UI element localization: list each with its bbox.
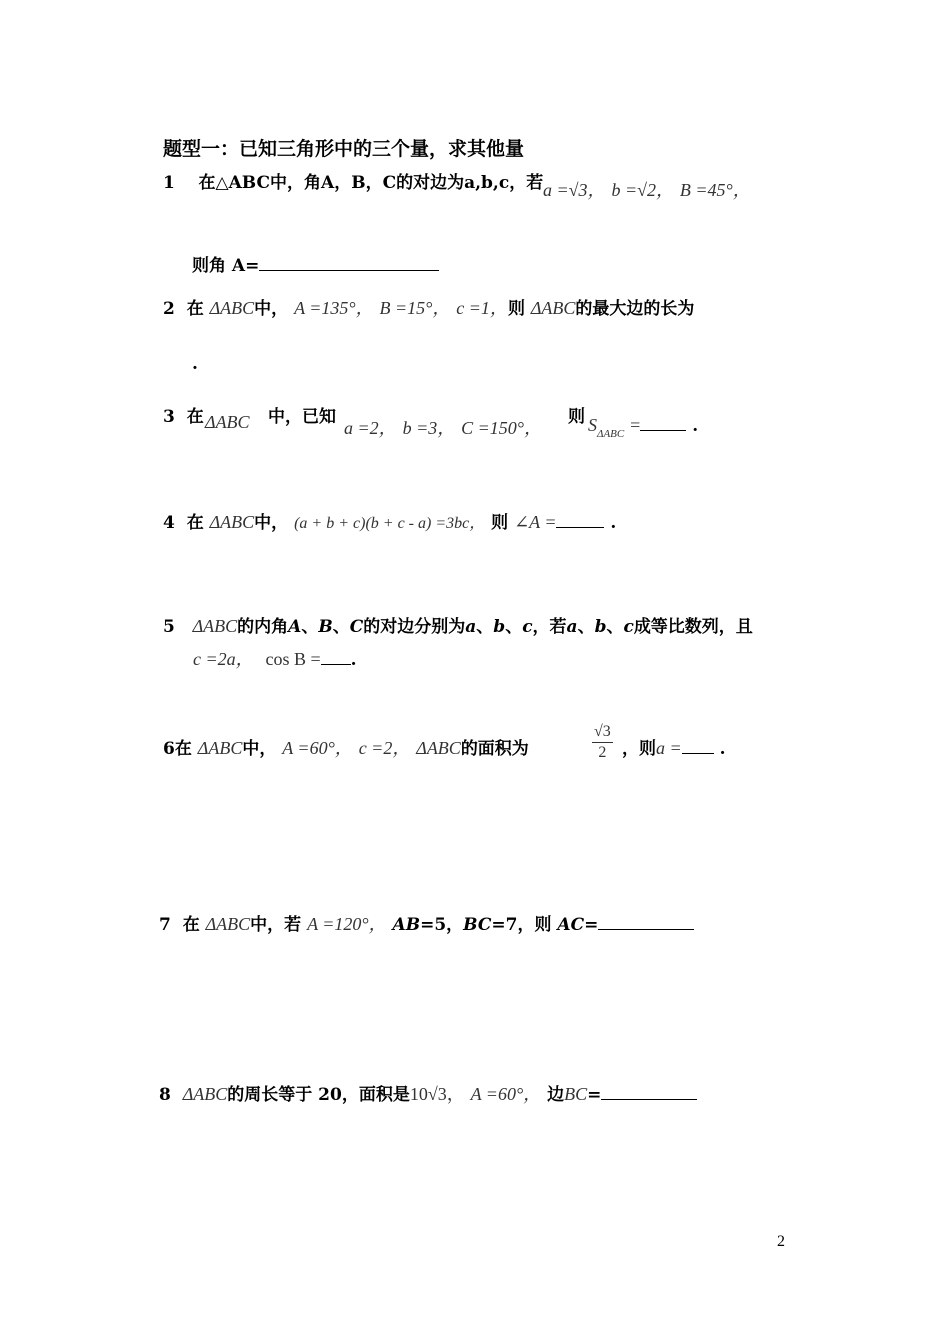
q4-pre: 在 <box>186 513 204 533</box>
q4-end: . <box>610 513 617 533</box>
q6-fraction-denominator: 2 <box>598 744 607 761</box>
q5-a2: a <box>566 617 578 637</box>
q8-eq: = <box>587 1085 602 1105</box>
q5-C: C <box>349 617 364 637</box>
q6-A-value: A =60°， <box>282 738 353 758</box>
q6-triangle-2: ΔABC <box>416 738 461 758</box>
q7-mid: 中，若 <box>250 915 302 935</box>
q5-c: c <box>522 617 533 637</box>
q6-end: . <box>719 739 726 759</box>
q3-mid: 中，已知 <box>268 407 336 427</box>
q6-number: 6 <box>163 739 175 759</box>
question-6 <box>163 734 529 760</box>
q5-c2: c <box>623 617 634 637</box>
q7-BC: BC <box>463 915 492 935</box>
question-1 <box>163 168 543 193</box>
q1-givens <box>543 176 751 202</box>
q3-end: . <box>692 416 699 436</box>
q2-A-value: A =135°， <box>294 298 374 318</box>
q2-then: 则 <box>507 299 525 319</box>
q2-mid: 中， <box>254 299 289 319</box>
q8-answer-blank[interactable] <box>601 1083 697 1100</box>
q5-text1: 的内角 <box>237 617 289 637</box>
q7-number: 7 <box>159 915 171 935</box>
q6-area-text: 的面积为 <box>460 739 529 759</box>
q4-number: 4 <box>163 513 175 533</box>
q6-ask: a = <box>656 738 682 758</box>
q5-end: . <box>350 650 357 670</box>
q4-answer-blank[interactable] <box>556 511 604 528</box>
q3-pre: 在 <box>186 407 204 427</box>
section-heading: 题型一：已知三角形中的三个量，求其他量 <box>163 138 525 160</box>
q5-number: 5 <box>163 617 175 637</box>
q5-answer-blank[interactable] <box>321 648 351 665</box>
q3-S-subscript: ΔABC <box>597 428 625 440</box>
question-8 <box>159 1080 697 1106</box>
q4-angle: ∠A = <box>514 512 557 532</box>
q3-triangle <box>205 412 250 433</box>
q2-triangle-2: ΔABC <box>530 298 576 318</box>
q6-mid: 中， <box>242 739 277 759</box>
q3-body <box>268 402 336 427</box>
q5-cos: cos B = <box>265 649 321 669</box>
q1-number: 1 <box>163 173 175 193</box>
q1-B-value: B =45°， <box>679 180 751 200</box>
q8-area-value: 10√3， <box>409 1084 465 1104</box>
q3-S: S <box>588 415 597 435</box>
page-number: 2 <box>777 1233 785 1250</box>
q5-triangle: ΔABC <box>192 616 238 636</box>
q2-dot: . <box>192 354 198 374</box>
q1-text: 在△ABC中，角A，B，C的对边为a,b,c，若 <box>198 173 544 193</box>
q7-AC: AC <box>557 915 585 935</box>
q1-a-value: a =√3， <box>543 180 606 200</box>
q6-pre: 在 <box>174 739 192 759</box>
q7-A-value: A =120°， <box>307 914 387 934</box>
q3-givens <box>344 414 542 440</box>
q8-A-value: A =60°， <box>470 1084 542 1104</box>
q6-then: ，则 <box>622 739 656 759</box>
q7-answer-blank[interactable] <box>598 913 694 930</box>
q3-area <box>588 414 698 440</box>
q8-edge: 边 <box>547 1085 565 1105</box>
q6-answer-blank[interactable] <box>682 737 714 754</box>
question-7 <box>159 910 694 936</box>
q1-answer-blank[interactable] <box>259 254 439 271</box>
q1-ask: 则角 A= <box>192 256 260 276</box>
q5-sep2: 、 <box>332 617 350 637</box>
q3-triangle-label: ΔABC <box>205 412 250 432</box>
q4-expression: (a + b + c)(b + c - a) =3bc， <box>294 515 486 532</box>
q2-ask: 的最大边的长为 <box>575 299 695 319</box>
q1-b-value: b =√2， <box>611 180 674 200</box>
q3-a-value: a =2， <box>344 418 397 438</box>
q5-A: A <box>288 617 302 637</box>
q5-b2: b <box>594 617 607 637</box>
q8-triangle: ΔABC <box>182 1084 228 1104</box>
q6-fraction <box>592 722 613 763</box>
q6-c-value: c =2， <box>358 738 411 758</box>
question-2 <box>163 294 694 320</box>
q5-B: B <box>318 617 333 637</box>
q7-eq: = <box>584 915 599 935</box>
q6-ask-line <box>622 734 726 759</box>
q2-number: 2 <box>163 299 175 319</box>
q1-answer-line <box>192 251 439 276</box>
q5-sep3: 、 <box>476 617 494 637</box>
q5-b: b <box>493 617 506 637</box>
q7-triangle: ΔABC <box>205 914 251 934</box>
q4-then: 则 <box>491 513 509 533</box>
q7-pre: 在 <box>182 915 200 935</box>
q5-text2: 的对边分别为 <box>363 617 466 637</box>
q8-text: 的周长等于 20，面积是 <box>227 1085 410 1105</box>
q7-BC-value: =7， <box>491 915 535 935</box>
q2-pre: 在 <box>186 299 204 319</box>
q2-B-value: B =15°， <box>379 298 451 318</box>
q4-triangle: ΔABC <box>209 512 255 532</box>
q3-number: 3 <box>163 407 175 427</box>
q5-sep6: 、 <box>606 617 624 637</box>
q2-c-value: c =1， <box>456 298 508 318</box>
q5-condition: c =2a， <box>193 649 254 669</box>
q7-AB: AB <box>392 915 421 935</box>
q8-BC: BC <box>564 1084 588 1104</box>
q2-triangle: ΔABC <box>209 298 255 318</box>
q5-sep5: 、 <box>577 617 595 637</box>
q3-answer-blank[interactable] <box>640 414 686 431</box>
q5-sep4: 、 <box>505 617 523 637</box>
q5-text4: 成等比数列，且 <box>633 617 753 637</box>
q8-number: 8 <box>159 1085 171 1105</box>
q5-text3: ，若 <box>532 617 567 637</box>
question-4 <box>163 508 616 533</box>
q7-AB-value: =5， <box>420 915 464 935</box>
q4-mid: 中， <box>254 513 289 533</box>
q3-then: 则 <box>568 407 585 427</box>
q3-b-value: b =3， <box>402 418 456 438</box>
q6-triangle: ΔABC <box>197 738 243 758</box>
q5-sep1: 、 <box>301 617 319 637</box>
q6-fraction-numerator: √3 <box>592 722 613 743</box>
q5-line-2 <box>193 645 357 671</box>
q5-a: a <box>465 617 477 637</box>
q3-equals: = <box>630 415 641 435</box>
question-5 <box>163 612 753 637</box>
question-3 <box>163 402 204 427</box>
q7-then: 则 <box>534 915 552 935</box>
q3-C-value: C =150°， <box>461 418 543 438</box>
